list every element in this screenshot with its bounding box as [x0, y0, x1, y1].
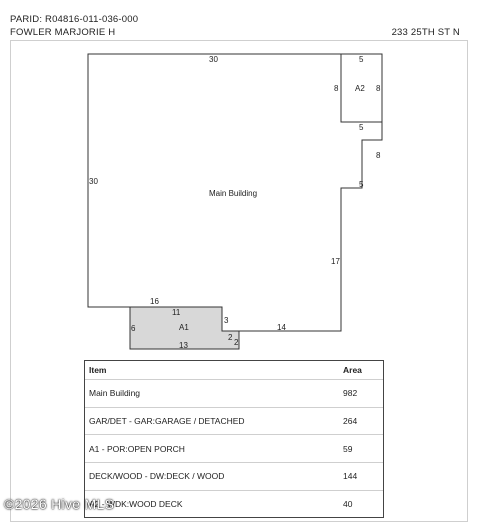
- dim-a2-bottom: 5: [359, 123, 364, 132]
- parcel-id: PARID: R04816-011-036-000: [10, 14, 139, 25]
- row-area: 264: [343, 416, 358, 427]
- a1-label: A1: [179, 323, 189, 332]
- dim-a1-top: 11: [172, 308, 181, 317]
- row-item: A1 - POR:OPEN PORCH: [89, 443, 185, 454]
- area-table: [84, 360, 384, 518]
- header-item: Item: [89, 365, 107, 375]
- owner-name: FOWLER MARJORIE H: [10, 27, 116, 38]
- dim-right-lower: 17: [331, 257, 340, 266]
- dim-left: 30: [89, 177, 98, 186]
- dim-a2-top: 5: [359, 55, 364, 64]
- dim-a1-bottom: 13: [179, 341, 188, 350]
- dim-bottom-left: 16: [150, 297, 159, 306]
- row-item: A2 - WDK:WOOD DECK: [89, 499, 183, 510]
- property-address: 233 25TH ST N: [391, 27, 460, 38]
- main-building-label: Main Building: [209, 189, 258, 198]
- table-header: [85, 361, 383, 379]
- dim-a1-step: 2: [228, 333, 233, 342]
- row-item: DECK/WOOD - DW:DECK / WOOD: [89, 471, 225, 482]
- row-area: 40: [343, 499, 353, 510]
- dim-a1-right: 3: [224, 316, 229, 325]
- mls-watermark: ©2026 Hive MLS: [4, 496, 115, 512]
- table-row: [85, 490, 383, 518]
- table-row: [85, 379, 383, 407]
- row-area: 59: [343, 443, 353, 454]
- table-row: [85, 407, 383, 435]
- table-row: [85, 462, 383, 490]
- row-item: Main Building: [89, 388, 141, 399]
- row-item: GAR/DET - GAR:GARAGE / DETACHED: [89, 416, 245, 427]
- dim-right-upper: 8: [376, 151, 381, 160]
- dim-a1-left: 6: [131, 324, 136, 333]
- dim-right-step: 5: [359, 180, 364, 189]
- row-area: 982: [343, 388, 358, 399]
- dim-a2-right: 8: [376, 84, 381, 93]
- header-area: Area: [343, 365, 362, 375]
- dim-top: 30: [209, 55, 218, 64]
- dim-a2-left: 8: [334, 84, 339, 93]
- row-area: 144: [343, 471, 358, 482]
- a2-label: A2: [355, 84, 365, 93]
- dim-a1-step2: 2: [234, 338, 239, 347]
- table-row: [85, 434, 383, 462]
- main-building-outline: [88, 54, 382, 349]
- dim-bottom-right: 14: [277, 323, 286, 332]
